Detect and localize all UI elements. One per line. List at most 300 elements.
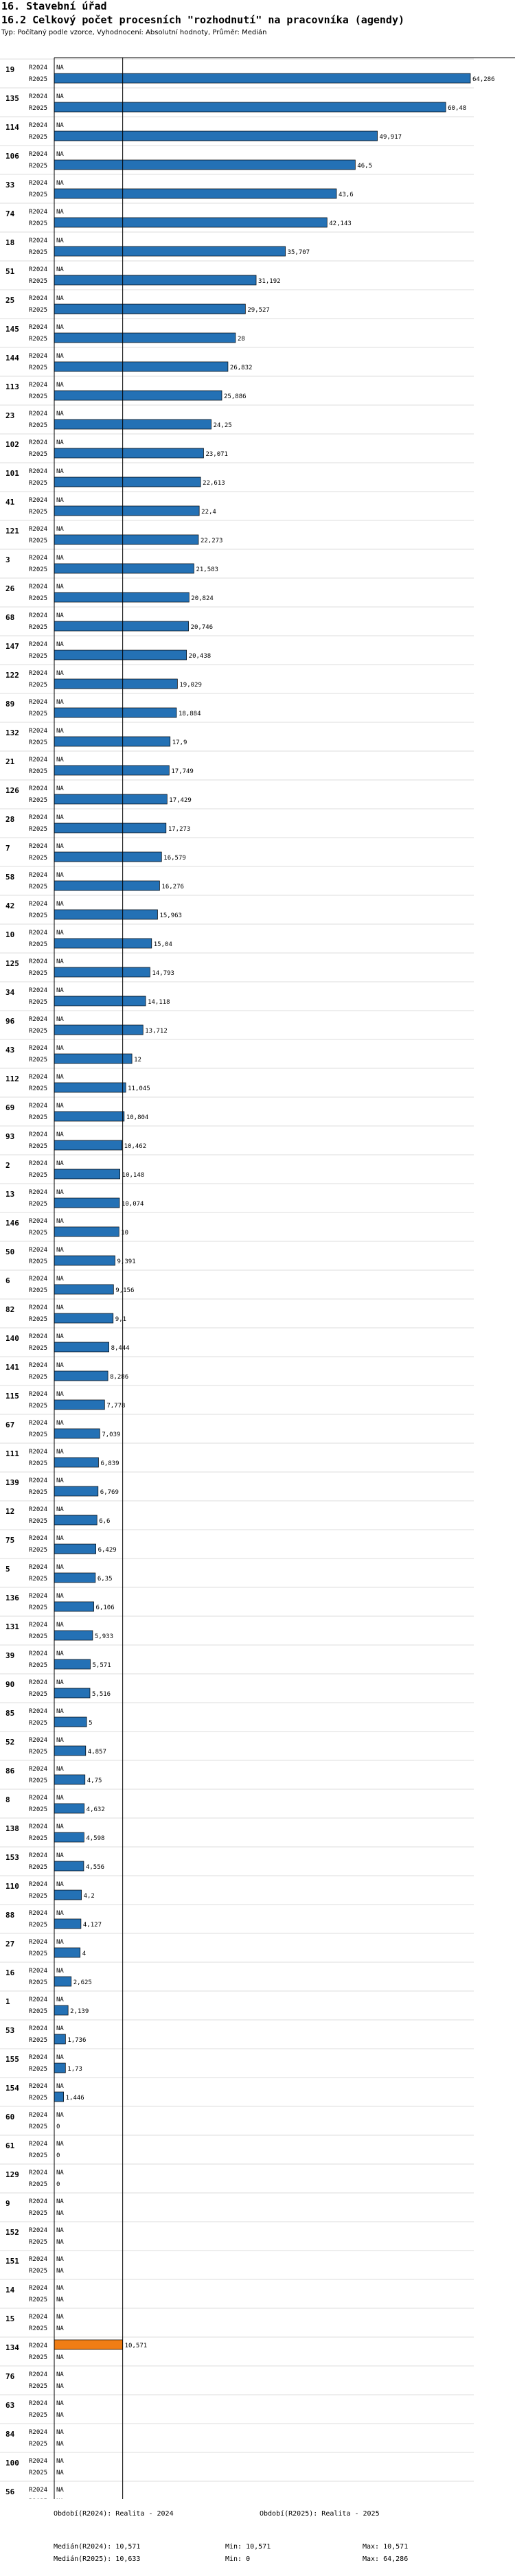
series-label-r2024: R2024	[29, 1391, 48, 1398]
value-label-r2025: NA	[56, 2297, 64, 2303]
value-label-r2025: NA	[56, 2470, 64, 2476]
category-label: 141	[5, 1363, 19, 1372]
value-label-r2025: 13,712	[145, 1028, 168, 1035]
series-label-r2024: R2024	[29, 411, 48, 417]
value-label-r2024: NA	[56, 468, 64, 475]
value-label-r2024: NA	[56, 1276, 64, 1283]
series-label-r2025: R2025	[29, 624, 48, 631]
value-label-r2024: NA	[56, 2112, 64, 2119]
bar-r2025	[54, 1919, 81, 1929]
series-label-r2024: R2024	[29, 2112, 48, 2119]
value-label-r2025: 6,429	[98, 1547, 117, 1554]
value-label-r2025: 4,857	[87, 1749, 106, 1756]
series-label-r2025: R2025	[29, 278, 48, 285]
value-label-r2024: NA	[56, 209, 64, 216]
series-label-r2025: R2025	[29, 1287, 48, 1294]
series-label-r2025: R2025	[29, 220, 48, 227]
bar-r2025	[54, 1688, 90, 1698]
bar-r2025	[54, 131, 378, 141]
series-label-r2024: R2024	[29, 1852, 48, 1859]
value-label-r2024: NA	[56, 2487, 64, 2494]
series-label-r2024: R2024	[29, 1304, 48, 1311]
bar-r2025	[54, 73, 470, 83]
value-label-r2025: 16,579	[163, 855, 186, 862]
category-label: 39	[5, 1651, 15, 1660]
series-label-r2025: R2025	[29, 480, 48, 487]
category-label: 16	[5, 1968, 15, 1977]
value-label-r2024: NA	[56, 1362, 64, 1369]
series-label-r2024: R2024	[29, 2227, 48, 2234]
category-label: 93	[5, 1132, 15, 1141]
value-label-r2024: NA	[56, 1852, 64, 1859]
series-label-r2024: R2024	[29, 814, 48, 821]
series-label-r2025: R2025	[29, 768, 48, 775]
series-label-r2025: R2025	[29, 566, 48, 573]
value-label-r2024: NA	[56, 785, 64, 792]
series-label-r2024: R2024	[29, 1045, 48, 1052]
bar-r2025	[54, 1313, 113, 1323]
series-label-r2024: R2024	[29, 1910, 48, 1917]
bar-r2025	[54, 419, 211, 429]
series-label-r2025: R2025	[29, 1893, 48, 1900]
value-label-r2025: NA	[56, 2354, 64, 2361]
bar-r2025	[54, 2005, 68, 2015]
series-label-r2025: R2025	[29, 1172, 48, 1179]
category-label: 138	[5, 1824, 19, 1833]
series-label-r2024: R2024	[29, 670, 48, 677]
value-label-r2024: NA	[56, 2256, 64, 2263]
series-label-r2024: R2024	[29, 122, 48, 129]
series-label-r2024: R2024	[29, 2141, 48, 2148]
category-label: 86	[5, 1767, 15, 1775]
category-label: 75	[5, 1536, 15, 1545]
category-label: 89	[5, 700, 15, 709]
value-label-r2025: 7,039	[102, 1431, 121, 1438]
category-label: 5	[5, 1565, 10, 1574]
value-label-r2025: NA	[56, 2441, 64, 2448]
value-label-r2024: NA	[56, 987, 64, 994]
value-label-r2024: NA	[56, 901, 64, 908]
value-label-r2025: 4,632	[86, 1806, 105, 1813]
series-label-r2025: R2025	[29, 2383, 48, 2390]
series-label-r2024: R2024	[29, 439, 48, 446]
series-label-r2025: R2025	[29, 1316, 48, 1323]
bar-r2025	[54, 1458, 98, 1467]
series-label-r2025: R2025	[29, 1576, 48, 1583]
value-label-r2025: 4,75	[87, 1778, 102, 1784]
value-label-r2025: 43,6	[339, 192, 354, 198]
category-label: 12	[5, 1507, 15, 1516]
series-label-r2024: R2024	[29, 1622, 48, 1629]
series-label-r2025: R2025	[29, 1057, 48, 1063]
bar-r2025	[54, 708, 176, 717]
series-label-r2025: R2025	[29, 1864, 48, 1871]
category-label: 23	[5, 411, 15, 420]
series-label-r2024: R2024	[29, 1103, 48, 1109]
value-label-r2025: 49,917	[379, 134, 402, 141]
category-label: 82	[5, 1305, 15, 1314]
series-label-r2024: R2024	[29, 2343, 48, 2349]
series-label-r2024: R2024	[29, 382, 48, 389]
category-label: 139	[5, 1478, 19, 1487]
series-label-r2025: R2025	[29, 1633, 48, 1640]
series-label-r2024: R2024	[29, 1420, 48, 1427]
series-label-r2025: R2025	[29, 711, 48, 717]
value-label-r2024: NA	[56, 1593, 64, 1600]
series-label-r2025: R2025	[29, 509, 48, 516]
category-label: 155	[5, 2055, 19, 2064]
category-label: 101	[5, 469, 19, 478]
value-label-r2024: NA	[56, 526, 64, 533]
value-label-r2025: 20,746	[190, 624, 214, 631]
series-label-r2025: R2025	[29, 653, 48, 660]
series-label-r2025: R2025	[29, 1114, 48, 1121]
series-label-r2024: R2024	[29, 1939, 48, 1946]
category-label: 106	[5, 152, 19, 161]
category-label: 18	[5, 238, 15, 247]
value-label-r2025: 31,192	[258, 278, 281, 285]
series-label-r2024: R2024	[29, 785, 48, 792]
bar-r2025	[54, 939, 152, 948]
category-label: 42	[5, 901, 15, 910]
value-label-r2024: NA	[56, 670, 64, 677]
value-label-r2024: NA	[56, 1247, 64, 1254]
series-label-r2025: R2025	[29, 1143, 48, 1150]
value-label-r2025: 0	[56, 2152, 60, 2159]
series-label-r2024: R2024	[29, 2429, 48, 2436]
category-label: 34	[5, 988, 15, 997]
category-label: 6	[5, 1276, 10, 1285]
bar-r2025	[54, 1486, 98, 1496]
series-label-r2024: R2024	[29, 901, 48, 908]
value-label-r2024: NA	[56, 93, 64, 100]
value-label-r2025: 46,5	[357, 163, 373, 170]
category-label: 115	[5, 1392, 19, 1401]
value-label-r2024: NA	[56, 1189, 64, 1196]
series-label-r2025: R2025	[29, 1806, 48, 1813]
value-label-r2025: 5	[89, 1720, 93, 1727]
value-label-r2024: NA	[56, 2170, 64, 2176]
series-label-r2024: R2024	[29, 2054, 48, 2061]
value-label-r2025: 1,73	[67, 2066, 82, 2073]
series-label-r2025: R2025	[29, 1547, 48, 1554]
series-label-r2025: R2025	[29, 393, 48, 400]
value-label-r2024: NA	[56, 612, 64, 619]
category-label: 154	[5, 2084, 19, 2093]
series-label-r2024: R2024	[29, 2198, 48, 2205]
series-label-r2025: R2025	[29, 2181, 48, 2188]
category-label: 8	[5, 1795, 10, 1804]
category-label: 74	[5, 209, 15, 218]
bar-r2025	[54, 1659, 91, 1669]
bar-r2025	[54, 1890, 82, 1900]
series-label-r2025: R2025	[29, 2325, 48, 2332]
category-label: 56	[5, 2487, 15, 2496]
series-label-r2024: R2024	[29, 1824, 48, 1830]
category-label: 58	[5, 873, 15, 882]
value-label-r2025: 17,429	[169, 797, 192, 804]
series-label-r2025: R2025	[29, 2354, 48, 2361]
series-label-r2025: R2025	[29, 1403, 48, 1410]
value-label-r2025: NA	[56, 2325, 64, 2332]
series-label-r2024: R2024	[29, 180, 48, 187]
series-label-r2025: R2025	[29, 797, 48, 804]
bar-r2025	[54, 1544, 96, 1554]
value-label-r2024: NA	[56, 699, 64, 706]
value-label-r2024: NA	[56, 641, 64, 648]
series-label-r2025: R2025	[29, 76, 48, 83]
series-label-r2025: R2025	[29, 1460, 48, 1467]
category-label: 1	[5, 1997, 10, 2006]
value-label-r2024: NA	[56, 2458, 64, 2465]
series-label-r2025: R2025	[29, 1258, 48, 1265]
series-label-r2025: R2025	[29, 912, 48, 919]
category-label: 10	[5, 930, 15, 939]
category-label: 25	[5, 296, 15, 305]
series-label-r2025: R2025	[29, 2297, 48, 2303]
bar-r2025	[54, 362, 228, 371]
series-label-r2025: R2025	[29, 1749, 48, 1756]
category-label: 60	[5, 2113, 15, 2121]
series-label-r2025: R2025	[29, 134, 48, 141]
value-label-r2024: NA	[56, 2083, 64, 2090]
value-label-r2024: NA	[56, 353, 64, 360]
value-label-r2024: NA	[56, 584, 64, 590]
value-label-r2025: 26,832	[229, 365, 253, 371]
series-label-r2025: R2025	[29, 682, 48, 689]
series-label-r2025: R2025	[29, 2210, 48, 2217]
value-label-r2024: NA	[56, 439, 64, 446]
category-label: 7	[5, 844, 10, 853]
series-label-r2024: R2024	[29, 555, 48, 562]
bar-r2025	[54, 1083, 126, 1092]
value-label-r2025: 23,071	[205, 451, 228, 458]
series-label-r2025: R2025	[29, 1085, 48, 1092]
category-label: 112	[5, 1074, 19, 1083]
value-label-r2025: 24,25	[213, 422, 232, 429]
series-label-r2025: R2025	[29, 2095, 48, 2102]
series-label-r2024: R2024	[29, 93, 48, 100]
series-label-r2025	[29, 2498, 47, 2499]
category-label: 100	[5, 2459, 19, 2468]
bar-r2025	[54, 2063, 65, 2073]
bar-r2025	[54, 2092, 64, 2102]
series-label-r2025: R2025	[29, 884, 48, 890]
value-label-r2024: NA	[56, 872, 64, 879]
value-label-r2025: 22,613	[203, 480, 225, 487]
series-label-r2025: R2025	[29, 1431, 48, 1438]
series-label-r2024: R2024	[29, 2170, 48, 2176]
series-label-r2024: R2024	[29, 266, 48, 273]
category-label: 121	[5, 527, 19, 536]
value-label-r2024: NA	[56, 65, 64, 71]
value-label-r2024: NA	[56, 1939, 64, 1946]
category-label: 90	[5, 1680, 15, 1689]
value-label-r2024: NA	[56, 1910, 64, 1917]
series-label-r2024: R2024	[29, 1333, 48, 1340]
footer-min-2025: Min: 0	[225, 2555, 251, 2563]
footer-median-2024: Medián(R2024): 10,571	[54, 2543, 141, 2551]
category-label: 76	[5, 2372, 15, 2381]
category-label: 125	[5, 959, 19, 968]
category-label: 52	[5, 1738, 15, 1747]
bar-r2025	[54, 1112, 124, 1121]
value-label-r2024: NA	[56, 1103, 64, 1109]
value-label-r2024: NA	[56, 1795, 64, 1802]
value-label-r2024: NA	[56, 1881, 64, 1888]
series-label-r2025: R2025	[29, 1922, 48, 1929]
category-label: 131	[5, 1622, 19, 1631]
value-label-r2025: 28	[237, 336, 245, 343]
bar-r2025	[54, 621, 189, 631]
series-label-r2024: R2024	[29, 65, 48, 71]
value-label-r2024: NA	[56, 122, 64, 129]
bar-r2025	[54, 1169, 120, 1179]
value-label-r2025: 4,556	[85, 1864, 105, 1871]
category-label: 126	[5, 786, 19, 795]
value-label-r2025: 10	[121, 1230, 129, 1237]
bar-r2025	[54, 766, 169, 775]
bar-r2025	[54, 1602, 94, 1611]
category-label: 13	[5, 1190, 15, 1199]
category-label: 51	[5, 267, 15, 276]
value-label-r2024: NA	[56, 930, 64, 936]
series-label-r2025: R2025	[29, 1028, 48, 1035]
value-label-r2024: NA	[56, 238, 64, 244]
series-label-r2024: R2024	[29, 728, 48, 735]
bar-r2025	[54, 910, 157, 919]
category-label: 63	[5, 2401, 15, 2410]
value-label-r2025: 17,749	[171, 768, 194, 775]
value-label-r2025: 2,139	[70, 2008, 89, 2015]
value-label-r2024: NA	[56, 1420, 64, 1427]
value-label-r2024: NA	[56, 2141, 64, 2148]
series-label-r2025: R2025	[29, 1951, 48, 1957]
bar-r2025	[54, 823, 166, 833]
series-label-r2024: R2024	[29, 1276, 48, 1283]
bar-r2025	[54, 189, 336, 198]
value-label-r2024: NA	[56, 1766, 64, 1773]
value-label-r2024: NA	[56, 324, 64, 331]
value-label-r2024: NA	[56, 1016, 64, 1023]
category-label: 84	[5, 2430, 15, 2439]
value-label-r2025: 25,886	[224, 393, 247, 400]
series-label-r2025: R2025	[29, 192, 48, 198]
bar-r2025	[54, 564, 194, 573]
series-label-r2025: R2025	[29, 538, 48, 544]
value-label-r2025: 9,1	[115, 1316, 127, 1323]
value-label-r2025: NA	[56, 2412, 64, 2419]
category-label: 50	[5, 1247, 15, 1256]
series-label-r2025: R2025	[29, 941, 48, 948]
value-label-r2025: 8,444	[111, 1345, 130, 1352]
value-label-r2024: NA	[56, 2025, 64, 2032]
value-label-r2025: 0	[56, 2181, 60, 2188]
value-label-r2025: 64,286	[472, 76, 495, 83]
series-label-r2024: R2024	[29, 497, 48, 504]
bar-r2025	[54, 1631, 93, 1640]
series-label-r2025: R2025	[29, 1691, 48, 1698]
value-label-r2024: NA	[56, 2400, 64, 2407]
bar-r2025	[54, 333, 236, 343]
series-label-r2024: R2024	[29, 1679, 48, 1686]
category-label: 111	[5, 1449, 19, 1458]
value-label-r2024: NA	[56, 2227, 64, 2234]
value-label-r2025: 1,736	[67, 2037, 87, 2044]
series-label-r2024: R2024	[29, 2314, 48, 2321]
value-label-r2025: 16,276	[161, 884, 184, 890]
value-label-r2025: 2,625	[73, 1979, 92, 1986]
series-label-r2024: R2024	[29, 2083, 48, 2090]
bar-r2025	[54, 996, 146, 1006]
value-label-r2025: 5,516	[91, 1691, 111, 1698]
series-label-r2025: R2025	[29, 451, 48, 458]
series-label-r2024: R2024	[29, 1997, 48, 2003]
category-label: 96	[5, 1017, 15, 1026]
value-label-r2024: NA	[56, 2371, 64, 2378]
series-label-r2024: R2024	[29, 1131, 48, 1138]
series-label-r2024: R2024	[29, 1477, 48, 1484]
series-label-r2024: R2024	[29, 843, 48, 850]
bar-r2025	[54, 1861, 84, 1871]
value-label-r2025: 10,462	[124, 1143, 147, 1150]
category-label: 151	[5, 2257, 19, 2266]
bar-r2024	[54, 2340, 123, 2349]
series-label-r2025: R2025	[29, 1489, 48, 1496]
bar-r2025	[54, 650, 187, 660]
category-label: 102	[5, 440, 19, 449]
value-label-r2024: NA	[56, 1074, 64, 1081]
series-label-r2025: R2025	[29, 2412, 48, 2419]
footer-period-2025: Období(R2025): Realita - 2025	[260, 2510, 380, 2518]
series-label-r2025: R2025	[29, 970, 48, 977]
category-label: 26	[5, 584, 15, 593]
series-label-r2025: R2025	[29, 739, 48, 746]
series-label-r2025: R2025	[29, 2239, 48, 2246]
bar-r2025	[54, 1573, 95, 1583]
value-label-r2025: NA	[56, 2383, 64, 2390]
category-label: 88	[5, 1911, 15, 1920]
value-label-r2025: 0	[56, 2124, 60, 2130]
value-label-r2025: 29,527	[247, 307, 270, 314]
category-label: 146	[5, 1219, 19, 1228]
category-label: 144	[5, 354, 19, 363]
value-label-r2025: 4,598	[86, 1835, 105, 1842]
series-label-r2025: R2025	[29, 2066, 48, 2073]
bar-r2025	[54, 1746, 86, 1756]
category-label: 3	[5, 555, 10, 564]
bar-r2025	[54, 1717, 87, 1727]
bar-r2025	[54, 967, 150, 977]
category-label: 140	[5, 1334, 19, 1343]
value-label-r2025: 20,438	[188, 653, 211, 660]
series-label-r2025: R2025	[29, 2268, 48, 2275]
series-label-r2025: R2025	[29, 365, 48, 371]
bar-r2025	[54, 1804, 84, 1813]
series-label-r2024: R2024	[29, 1449, 48, 1456]
value-label-r2024: NA	[56, 1477, 64, 1484]
bar-r2025	[54, 1342, 109, 1352]
bar-r2025	[54, 391, 222, 400]
category-label: 68	[5, 613, 15, 622]
series-label-r2024: R2024	[29, 1016, 48, 1023]
value-label-r2024: NA	[56, 1391, 64, 1398]
value-label-r2024: NA	[56, 1737, 64, 1744]
value-label-r2024: NA	[56, 728, 64, 735]
series-label-r2024: R2024	[29, 1968, 48, 1975]
category-label: 132	[5, 728, 19, 737]
series-label-r2025: R2025	[29, 2008, 48, 2015]
